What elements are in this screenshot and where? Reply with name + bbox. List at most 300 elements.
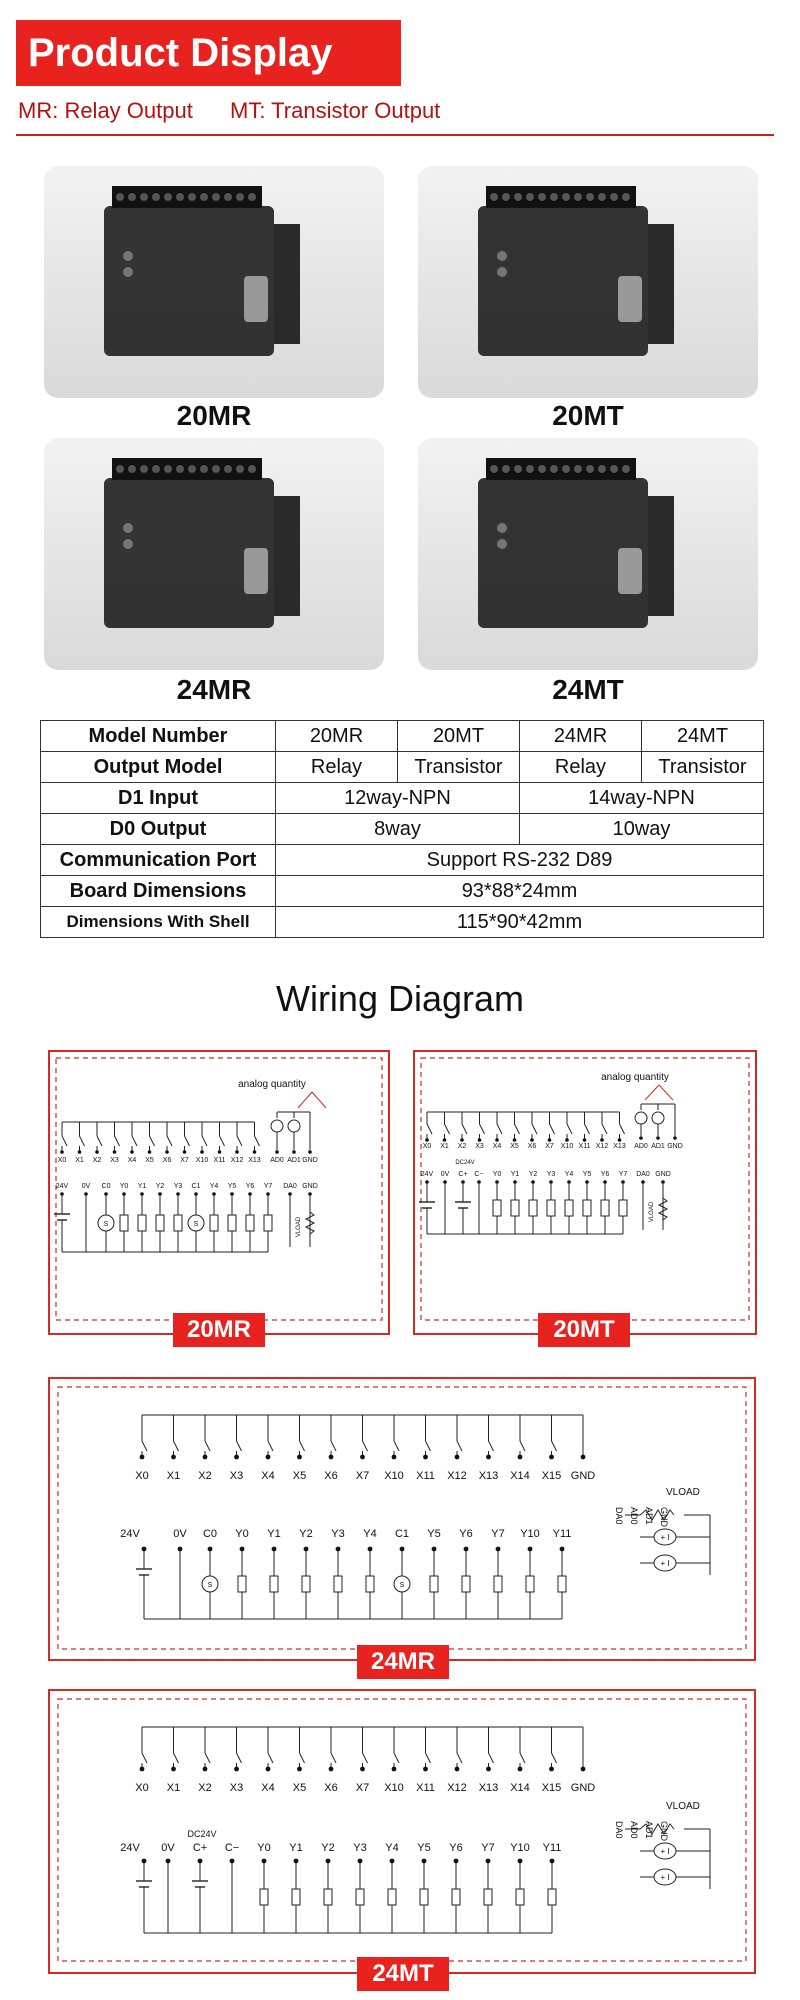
input-terminal	[549, 1767, 554, 1772]
input-terminal	[425, 1138, 429, 1142]
terminal-screw	[224, 465, 232, 473]
table-cell: 115*90*42mm	[276, 907, 764, 938]
switch-icon	[363, 1753, 368, 1763]
switch-icon	[174, 1753, 179, 1763]
led-indicator	[497, 267, 507, 277]
load-icon	[619, 1200, 627, 1216]
input-terminal	[486, 1455, 491, 1460]
load-icon	[270, 1576, 278, 1592]
table-row	[41, 721, 764, 752]
input-terminal	[266, 1455, 271, 1460]
row-label: Model Number	[41, 721, 276, 752]
switch-icon	[97, 1136, 102, 1146]
input-label-x13: X13	[613, 1143, 626, 1150]
load-icon	[601, 1200, 609, 1216]
switch-icon	[426, 1753, 431, 1763]
analog-label: AD0	[270, 1157, 284, 1164]
input-terminal	[581, 1767, 586, 1772]
input-terminal	[165, 1150, 169, 1154]
annotation-pointer	[645, 1085, 659, 1100]
c-minus-label: C−	[224, 1842, 240, 1854]
switch-icon	[300, 1753, 305, 1763]
input-label-x5: X5	[510, 1143, 519, 1150]
table-cell: Transistor	[642, 752, 764, 783]
wiring-tag-24mr: 24MR	[357, 1645, 449, 1679]
terminal-dot	[639, 1136, 643, 1140]
load-icon	[511, 1200, 519, 1216]
gnd-label: GND	[655, 1171, 671, 1178]
terminal-screw	[248, 465, 256, 473]
table-cell: 93*88*24mm	[276, 876, 764, 907]
input-terminal	[581, 1455, 586, 1460]
side-label: AD1	[644, 1821, 654, 1839]
switch-icon	[445, 1124, 450, 1134]
input-terminal	[253, 1150, 257, 1154]
input-label-x5: X5	[292, 1782, 307, 1794]
db9-connector	[244, 548, 268, 594]
terminal-screw	[526, 193, 534, 201]
input-label-x3: X3	[475, 1143, 484, 1150]
led-indicator	[123, 267, 133, 277]
side-label: AD0	[629, 1507, 639, 1525]
relay-note: MR: Relay Output	[18, 98, 193, 123]
switch-icon	[567, 1124, 572, 1134]
input-terminal	[423, 1767, 428, 1772]
transistor-note: MT: Transistor Output	[230, 98, 441, 123]
load-icon	[302, 1576, 310, 1592]
terminal-screw	[514, 193, 522, 201]
input-terminal	[583, 1138, 587, 1142]
terminal-screw	[598, 193, 606, 201]
terminal-dot	[275, 1150, 279, 1154]
load-icon	[420, 1889, 428, 1905]
analog-label: AD0	[634, 1143, 648, 1150]
output-label-y7: Y7	[618, 1171, 628, 1178]
input-terminal	[297, 1455, 302, 1460]
led-indicator	[497, 523, 507, 533]
load-icon	[292, 1889, 300, 1905]
power-label: 0V	[81, 1183, 91, 1190]
input-label-x7: X7	[355, 1782, 370, 1794]
switch-icon	[142, 1753, 147, 1763]
wiring-panel-20mr	[48, 1050, 390, 1335]
input-label-x4: X4	[127, 1157, 137, 1164]
input-label-x6: X6	[324, 1782, 338, 1794]
switch-icon	[268, 1753, 273, 1763]
input-terminal	[486, 1767, 491, 1772]
power-source-symbol: S	[193, 1221, 199, 1228]
terminal-screw	[152, 465, 160, 473]
terminal-screw	[586, 465, 594, 473]
table-cell: Relay	[276, 752, 398, 783]
terminal-screw	[212, 465, 220, 473]
input-label-x11: X11	[578, 1143, 591, 1150]
analog-source-symbol: + I	[660, 1847, 670, 1856]
power-label: 0V	[161, 1842, 175, 1854]
input-label-x7: X7	[355, 1470, 370, 1482]
terminal-screw	[236, 465, 244, 473]
load-icon	[138, 1215, 146, 1231]
analog-quantity-label: analog quantity	[238, 1079, 306, 1090]
table-cell: 24MR	[520, 721, 642, 752]
input-terminal	[455, 1455, 460, 1460]
input-label-x13: X13	[478, 1470, 499, 1482]
terminal-screw	[212, 193, 220, 201]
switch-icon	[363, 1441, 368, 1451]
row-label: D0 Output	[41, 814, 276, 845]
output-label-y10: Y10	[520, 1528, 540, 1540]
input-label-x12: X12	[595, 1143, 609, 1150]
output-label-y7: Y7	[481, 1842, 495, 1854]
load-icon	[583, 1200, 591, 1216]
load-icon	[452, 1889, 460, 1905]
product-photo-20mr	[44, 166, 384, 398]
analog-label: AD1	[651, 1143, 665, 1150]
wiring-tag-20mr: 20MR	[173, 1313, 265, 1347]
vload-label: VLOAD	[296, 1216, 302, 1238]
switch-icon	[532, 1124, 537, 1134]
input-terminal	[130, 1150, 134, 1154]
output-label-y0: Y0	[492, 1171, 502, 1178]
output-label-y10: Y10	[510, 1842, 530, 1854]
terminal-screw	[622, 193, 630, 201]
analog-source-icon	[635, 1112, 647, 1124]
input-label-x0: X0	[57, 1157, 67, 1164]
input-terminal	[171, 1767, 176, 1772]
table-cell: 14way-NPN	[520, 783, 764, 814]
output-label-y4: Y4	[363, 1528, 377, 1540]
switch-icon	[620, 1124, 625, 1134]
input-label-x12: X12	[230, 1157, 244, 1164]
product-label-20mr: 20MR	[176, 400, 252, 431]
switch-icon	[394, 1441, 399, 1451]
input-label-x6: X6	[324, 1470, 338, 1482]
load-icon	[156, 1215, 164, 1231]
input-label-x7: X7	[545, 1143, 554, 1150]
terminal-screw	[490, 465, 498, 473]
input-terminal	[392, 1455, 397, 1460]
analog-source-icon	[652, 1112, 664, 1124]
switch-icon	[268, 1441, 273, 1451]
switch-icon	[552, 1753, 557, 1763]
load-icon	[558, 1576, 566, 1592]
terminal-screw	[550, 465, 558, 473]
side-label: GND	[659, 1507, 669, 1527]
led-indicator	[123, 539, 133, 549]
input-label-x3: X3	[229, 1470, 244, 1482]
terminal-screw	[526, 465, 534, 473]
led-indicator	[123, 523, 133, 533]
load-icon	[526, 1576, 534, 1592]
din-mount	[648, 224, 674, 344]
input-label-x6: X6	[162, 1157, 172, 1164]
switch-icon	[150, 1136, 155, 1146]
table-row	[41, 783, 764, 814]
product-label-24mr: 24MR	[176, 674, 252, 705]
terminal-screw	[538, 193, 546, 201]
input-terminal	[548, 1138, 552, 1142]
switch-icon	[174, 1441, 179, 1451]
wiring-diagram-20mr	[50, 1052, 388, 1333]
switch-icon	[331, 1753, 336, 1763]
switch-icon	[115, 1136, 120, 1146]
input-label-x1: X1	[166, 1470, 181, 1482]
input-terminal	[140, 1767, 145, 1772]
input-label-x11: X11	[416, 1470, 435, 1482]
terminal-screw	[164, 193, 172, 201]
input-terminal	[200, 1150, 204, 1154]
switch-icon	[205, 1753, 210, 1763]
switch-icon	[552, 1441, 557, 1451]
power-label: 0V	[173, 1528, 187, 1540]
db9-connector	[618, 548, 642, 594]
input-terminal	[495, 1138, 499, 1142]
switch-icon	[167, 1136, 172, 1146]
input-terminal	[203, 1455, 208, 1460]
load-icon	[430, 1576, 438, 1592]
header-divider	[16, 134, 774, 136]
row-label: D1 Input	[41, 783, 276, 814]
input-label-x2: X2	[198, 1782, 212, 1794]
input-label-x14: X14	[510, 1782, 530, 1794]
table-cell: Transistor	[398, 752, 520, 783]
output-label-y1: Y1	[137, 1183, 147, 1190]
table-row	[41, 845, 764, 876]
input-label-x7: X7	[180, 1157, 189, 1164]
c-plus-label: C+	[192, 1842, 208, 1854]
power-label: 0V	[440, 1171, 450, 1178]
side-label: AD0	[629, 1821, 639, 1839]
output-label-c1: C1	[394, 1528, 410, 1540]
switch-icon	[237, 1753, 242, 1763]
input-terminal	[140, 1455, 145, 1460]
da0-label: DA0	[283, 1183, 297, 1190]
load-icon	[565, 1200, 573, 1216]
input-terminal	[600, 1138, 604, 1142]
product-photo-24mt	[418, 438, 758, 670]
terminal-screw	[538, 465, 546, 473]
switch-icon	[237, 1441, 242, 1451]
input-terminal	[478, 1138, 482, 1142]
input-terminal	[423, 1455, 428, 1460]
load-icon	[120, 1215, 128, 1231]
input-terminal	[234, 1455, 239, 1460]
terminal-dot	[656, 1136, 660, 1140]
terminal-dot	[292, 1150, 296, 1154]
input-terminal	[60, 1150, 64, 1154]
power-source-symbol: S	[399, 1582, 405, 1589]
dashed-border	[58, 1699, 746, 1961]
output-label-y11: Y11	[542, 1842, 562, 1854]
output-label-y2: Y2	[321, 1842, 335, 1854]
switch-icon	[462, 1124, 467, 1134]
terminal-dot	[308, 1150, 312, 1154]
terminal-screw	[610, 193, 618, 201]
load-icon	[238, 1576, 246, 1592]
load-icon	[324, 1889, 332, 1905]
input-terminal	[95, 1150, 99, 1154]
output-label-y4: Y4	[564, 1171, 574, 1178]
input-label-x5: X5	[292, 1470, 307, 1482]
output-label-y6: Y6	[245, 1183, 255, 1190]
terminal-screw	[140, 465, 148, 473]
led-indicator	[123, 251, 133, 261]
terminal-screw	[200, 465, 208, 473]
output-label-y5: Y5	[427, 1528, 441, 1540]
switch-icon	[202, 1136, 207, 1146]
power-label: 24V	[120, 1528, 140, 1540]
input-terminal	[266, 1767, 271, 1772]
table-row	[41, 876, 764, 907]
terminal-screw	[610, 465, 618, 473]
dashed-border	[421, 1058, 749, 1320]
table-cell: Relay	[520, 752, 642, 783]
output-label-c1: C1	[191, 1183, 201, 1190]
output-label-y2: Y2	[299, 1528, 313, 1540]
wiring-diagram-20mt	[415, 1052, 755, 1333]
terminal-screw	[574, 465, 582, 473]
input-label-x12: X12	[447, 1470, 467, 1482]
table-row	[41, 752, 764, 783]
output-label-y2: Y2	[155, 1183, 165, 1190]
switch-icon	[497, 1124, 502, 1134]
terminal-screw	[116, 193, 124, 201]
table-cell: Support RS-232 D89	[276, 845, 764, 876]
load-icon	[462, 1576, 470, 1592]
terminal-screw	[140, 193, 148, 201]
input-label-x5: X5	[145, 1157, 154, 1164]
output-label-y1: Y1	[510, 1171, 520, 1178]
input-terminal	[148, 1150, 152, 1154]
c-plus-label: C+	[458, 1171, 468, 1178]
output-label-y1: Y1	[289, 1842, 303, 1854]
analog-label: GND	[302, 1157, 318, 1164]
input-terminal	[618, 1138, 622, 1142]
vload-label: VLOAD	[666, 1801, 700, 1812]
annotation-pointer	[659, 1085, 673, 1100]
switch-icon	[237, 1136, 242, 1146]
load-icon	[356, 1889, 364, 1905]
output-label-y6: Y6	[449, 1842, 463, 1854]
input-terminal	[392, 1767, 397, 1772]
terminal-screw	[152, 193, 160, 201]
analog-quantity-label: analog quantity	[601, 1072, 669, 1083]
analog-source-symbol: + I	[660, 1873, 670, 1882]
power-label: 24V	[420, 1171, 434, 1178]
terminal-screw	[248, 193, 256, 201]
terminal-screw	[502, 465, 510, 473]
section-title-banner	[16, 20, 401, 86]
switch-icon	[515, 1124, 520, 1134]
analog-label: AD1	[287, 1157, 301, 1164]
switch-icon	[255, 1136, 260, 1146]
power-label: 24V	[55, 1183, 69, 1190]
terminal-screw	[188, 193, 196, 201]
switch-icon	[394, 1753, 399, 1763]
wiring-diagram-24mr	[50, 1379, 754, 1659]
terminal-screw	[490, 193, 498, 201]
input-terminal	[113, 1150, 117, 1154]
switch-icon	[489, 1753, 494, 1763]
load-icon	[484, 1889, 492, 1905]
input-label-x10: X10	[384, 1470, 404, 1482]
load-icon	[516, 1889, 524, 1905]
load-icon	[493, 1200, 501, 1216]
switch-icon	[426, 1441, 431, 1451]
input-terminal	[518, 1767, 523, 1772]
row-label: Board Dimensions	[41, 876, 276, 907]
terminal-screw	[116, 465, 124, 473]
load-icon	[334, 1576, 342, 1592]
input-label-x3: X3	[229, 1782, 244, 1794]
switch-icon	[331, 1441, 336, 1451]
table-cell: 20MT	[398, 721, 520, 752]
load-icon	[494, 1576, 502, 1592]
wiring-panel-20mt	[413, 1050, 757, 1335]
load-icon	[260, 1889, 268, 1905]
input-label-gnd: GND	[570, 1470, 596, 1482]
load-icon	[388, 1889, 396, 1905]
load-icon	[366, 1576, 374, 1592]
table-cell: 12way-NPN	[276, 783, 520, 814]
output-label-y11: Y11	[552, 1528, 572, 1540]
output-label-y6: Y6	[459, 1528, 473, 1540]
switch-icon	[142, 1441, 147, 1451]
c-minus-label: C−	[474, 1171, 484, 1178]
side-label: GND	[659, 1821, 669, 1841]
input-terminal	[171, 1455, 176, 1460]
input-label-x3: X3	[110, 1157, 119, 1164]
wiring-title: Wiring Diagram	[275, 978, 525, 1019]
input-label-x2: X2	[198, 1470, 212, 1482]
input-terminal	[565, 1138, 569, 1142]
load-icon	[529, 1200, 537, 1216]
input-label-x11: X11	[213, 1157, 226, 1164]
input-label-x11: X11	[416, 1782, 435, 1794]
din-mount	[274, 496, 300, 616]
output-label-y3: Y3	[353, 1842, 367, 1854]
load-icon	[174, 1215, 182, 1231]
side-label: AD1	[644, 1507, 654, 1525]
terminal-screw	[128, 193, 136, 201]
input-label-x4: X4	[261, 1470, 275, 1482]
terminal-screw	[562, 193, 570, 201]
switch-icon	[457, 1753, 462, 1763]
switch-icon	[205, 1441, 210, 1451]
output-label-y7: Y7	[263, 1183, 273, 1190]
wiring-diagram-24mt	[50, 1691, 754, 1972]
terminal-screw	[598, 465, 606, 473]
input-terminal	[183, 1150, 187, 1154]
da0-label: DA0	[636, 1171, 650, 1178]
switch-icon	[300, 1441, 305, 1451]
table-row	[41, 814, 764, 845]
load-icon	[210, 1215, 218, 1231]
product-photo-20mt	[418, 166, 758, 398]
input-terminal	[360, 1455, 365, 1460]
input-label-x6: X6	[527, 1143, 537, 1150]
input-label-x15: X15	[541, 1782, 562, 1794]
terminal-screw	[550, 193, 558, 201]
terminal-screw	[176, 193, 184, 201]
product-label-20mt: 20MT	[552, 400, 624, 431]
wiring-tag-24mt: 24MT	[357, 1957, 449, 1991]
output-label-y4: Y4	[385, 1842, 399, 1854]
input-terminal	[218, 1150, 222, 1154]
row-label: Dimensions With Shell	[41, 907, 276, 938]
input-terminal	[455, 1767, 460, 1772]
input-terminal	[329, 1767, 334, 1772]
